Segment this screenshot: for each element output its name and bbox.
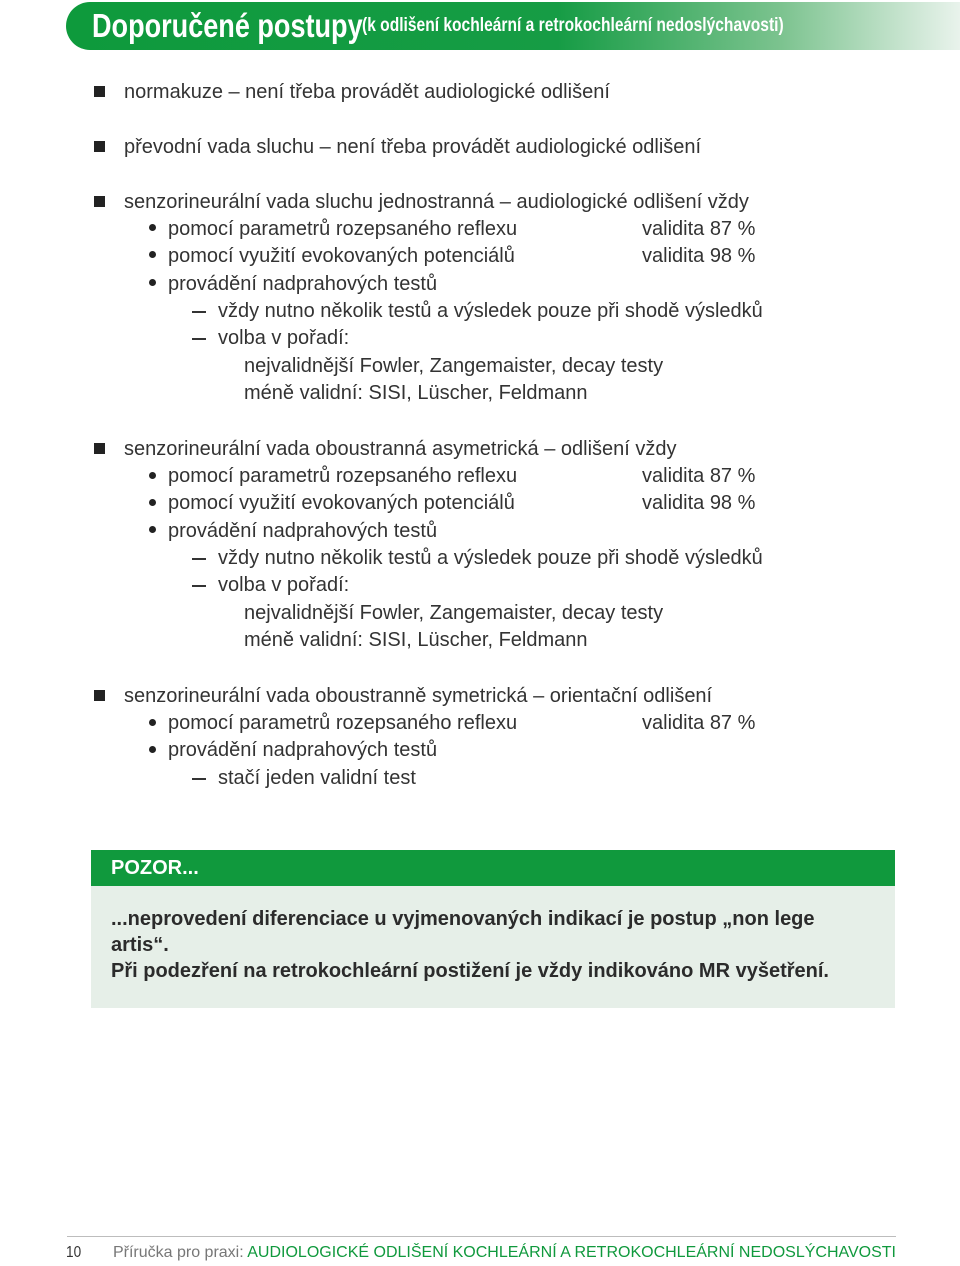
list-item: méně validní: SISI, Lüscher, Feldmann	[244, 382, 588, 404]
list-item: volba v pořadí:	[218, 327, 350, 349]
list-item: převodní vada sluchu – není třeba provádět audiologické odlišení	[124, 136, 702, 158]
list-item: pomocí využití evokovaných potenciálů	[168, 245, 515, 267]
footer-label: Příručka pro praxi:	[112, 1244, 244, 1261]
list-item: vždy nutno několik testů a výsledek pouze při shodě výsledků	[218, 547, 763, 569]
list-item: vždy nutno několik testů a výsledek pouze při shodě výsledků	[218, 300, 763, 322]
dot-bullet-icon	[149, 279, 156, 286]
footer-caption	[113, 1244, 896, 1262]
square-bullet-icon	[94, 141, 105, 152]
dot-bullet-icon	[149, 472, 156, 479]
page-title: Doporučené postupy	[92, 7, 363, 44]
dot-bullet-icon	[149, 499, 156, 506]
square-bullet-icon	[94, 443, 105, 454]
warning-heading: POZOR...	[111, 856, 199, 879]
list-item: pomocí parametrů rozepsaného reflexu	[168, 712, 518, 734]
dot-bullet-icon	[149, 719, 156, 726]
list-item: pomocí využití evokovaných potenciálů	[168, 492, 515, 514]
validity-value: validita 98 %	[642, 245, 756, 267]
list-item: provádění nadprahových testů	[168, 520, 438, 542]
list-item: provádění nadprahových testů	[168, 739, 438, 761]
square-bullet-icon	[94, 690, 105, 701]
footer-title: AUDIOLOGICKÉ ODLIŠENÍ KOCHLEÁRNÍ A RETROKOCHLEÁRNÍ NEDOSLÝCHAVOSTI	[247, 1244, 896, 1261]
validity-value: validita 98 %	[642, 492, 756, 514]
warning-heading-bar	[91, 850, 895, 886]
page-subtitle: (k odlišení kochleární a retrokochleární nedoslýchavosti)	[362, 15, 784, 36]
list-item: provádění nadprahových testů	[168, 273, 438, 295]
list-item: nejvalidnější Fowler, Zangemaister, decay testy	[244, 602, 664, 624]
list-item: senzorineurální vada sluchu jednostranná – audiologické odlišení vždy	[124, 191, 749, 213]
warning-text-2: Při podezření na retrokochleární postižení je vždy indikováno MR vyšetření.	[111, 960, 829, 982]
dot-bullet-icon	[149, 251, 156, 258]
list-item: senzorineurální vada oboustranná asymetrická – odlišení vždy	[124, 438, 677, 460]
dot-bullet-icon	[149, 526, 156, 533]
list-item: pomocí parametrů rozepsaného reflexu	[168, 218, 518, 240]
dash-bullet-icon	[192, 338, 206, 340]
dash-bullet-icon	[192, 558, 206, 560]
validity-value: validita 87 %	[642, 465, 756, 487]
page-number: 10	[66, 1244, 82, 1261]
footer-divider	[67, 1236, 896, 1237]
list-item: normakuze – není třeba provádět audiologické odlišení	[124, 81, 610, 103]
list-item: stačí jeden validní test	[218, 767, 416, 789]
dash-bullet-icon	[192, 778, 206, 780]
validity-value: validita 87 %	[642, 712, 756, 734]
list-item: senzorineurální vada oboustranně symetrická – orientační odlišení	[124, 685, 713, 707]
dash-bullet-icon	[192, 585, 206, 587]
dash-bullet-icon	[192, 311, 206, 313]
dot-bullet-icon	[149, 746, 156, 753]
warning-text-1: ...neprovedení diferenciace u vyjmenovaných indikací je postup „non lege artis“.	[111, 908, 815, 956]
square-bullet-icon	[94, 86, 105, 97]
dot-bullet-icon	[149, 224, 156, 231]
list-item: pomocí parametrů rozepsaného reflexu	[168, 465, 518, 487]
list-item: méně validní: SISI, Lüscher, Feldmann	[244, 629, 588, 651]
list-item: volba v pořadí:	[218, 574, 350, 596]
square-bullet-icon	[94, 196, 105, 207]
validity-value: validita 87 %	[642, 218, 756, 240]
list-item: nejvalidnější Fowler, Zangemaister, decay testy	[244, 355, 664, 377]
page-header	[66, 2, 960, 50]
warning-box	[91, 886, 895, 1008]
